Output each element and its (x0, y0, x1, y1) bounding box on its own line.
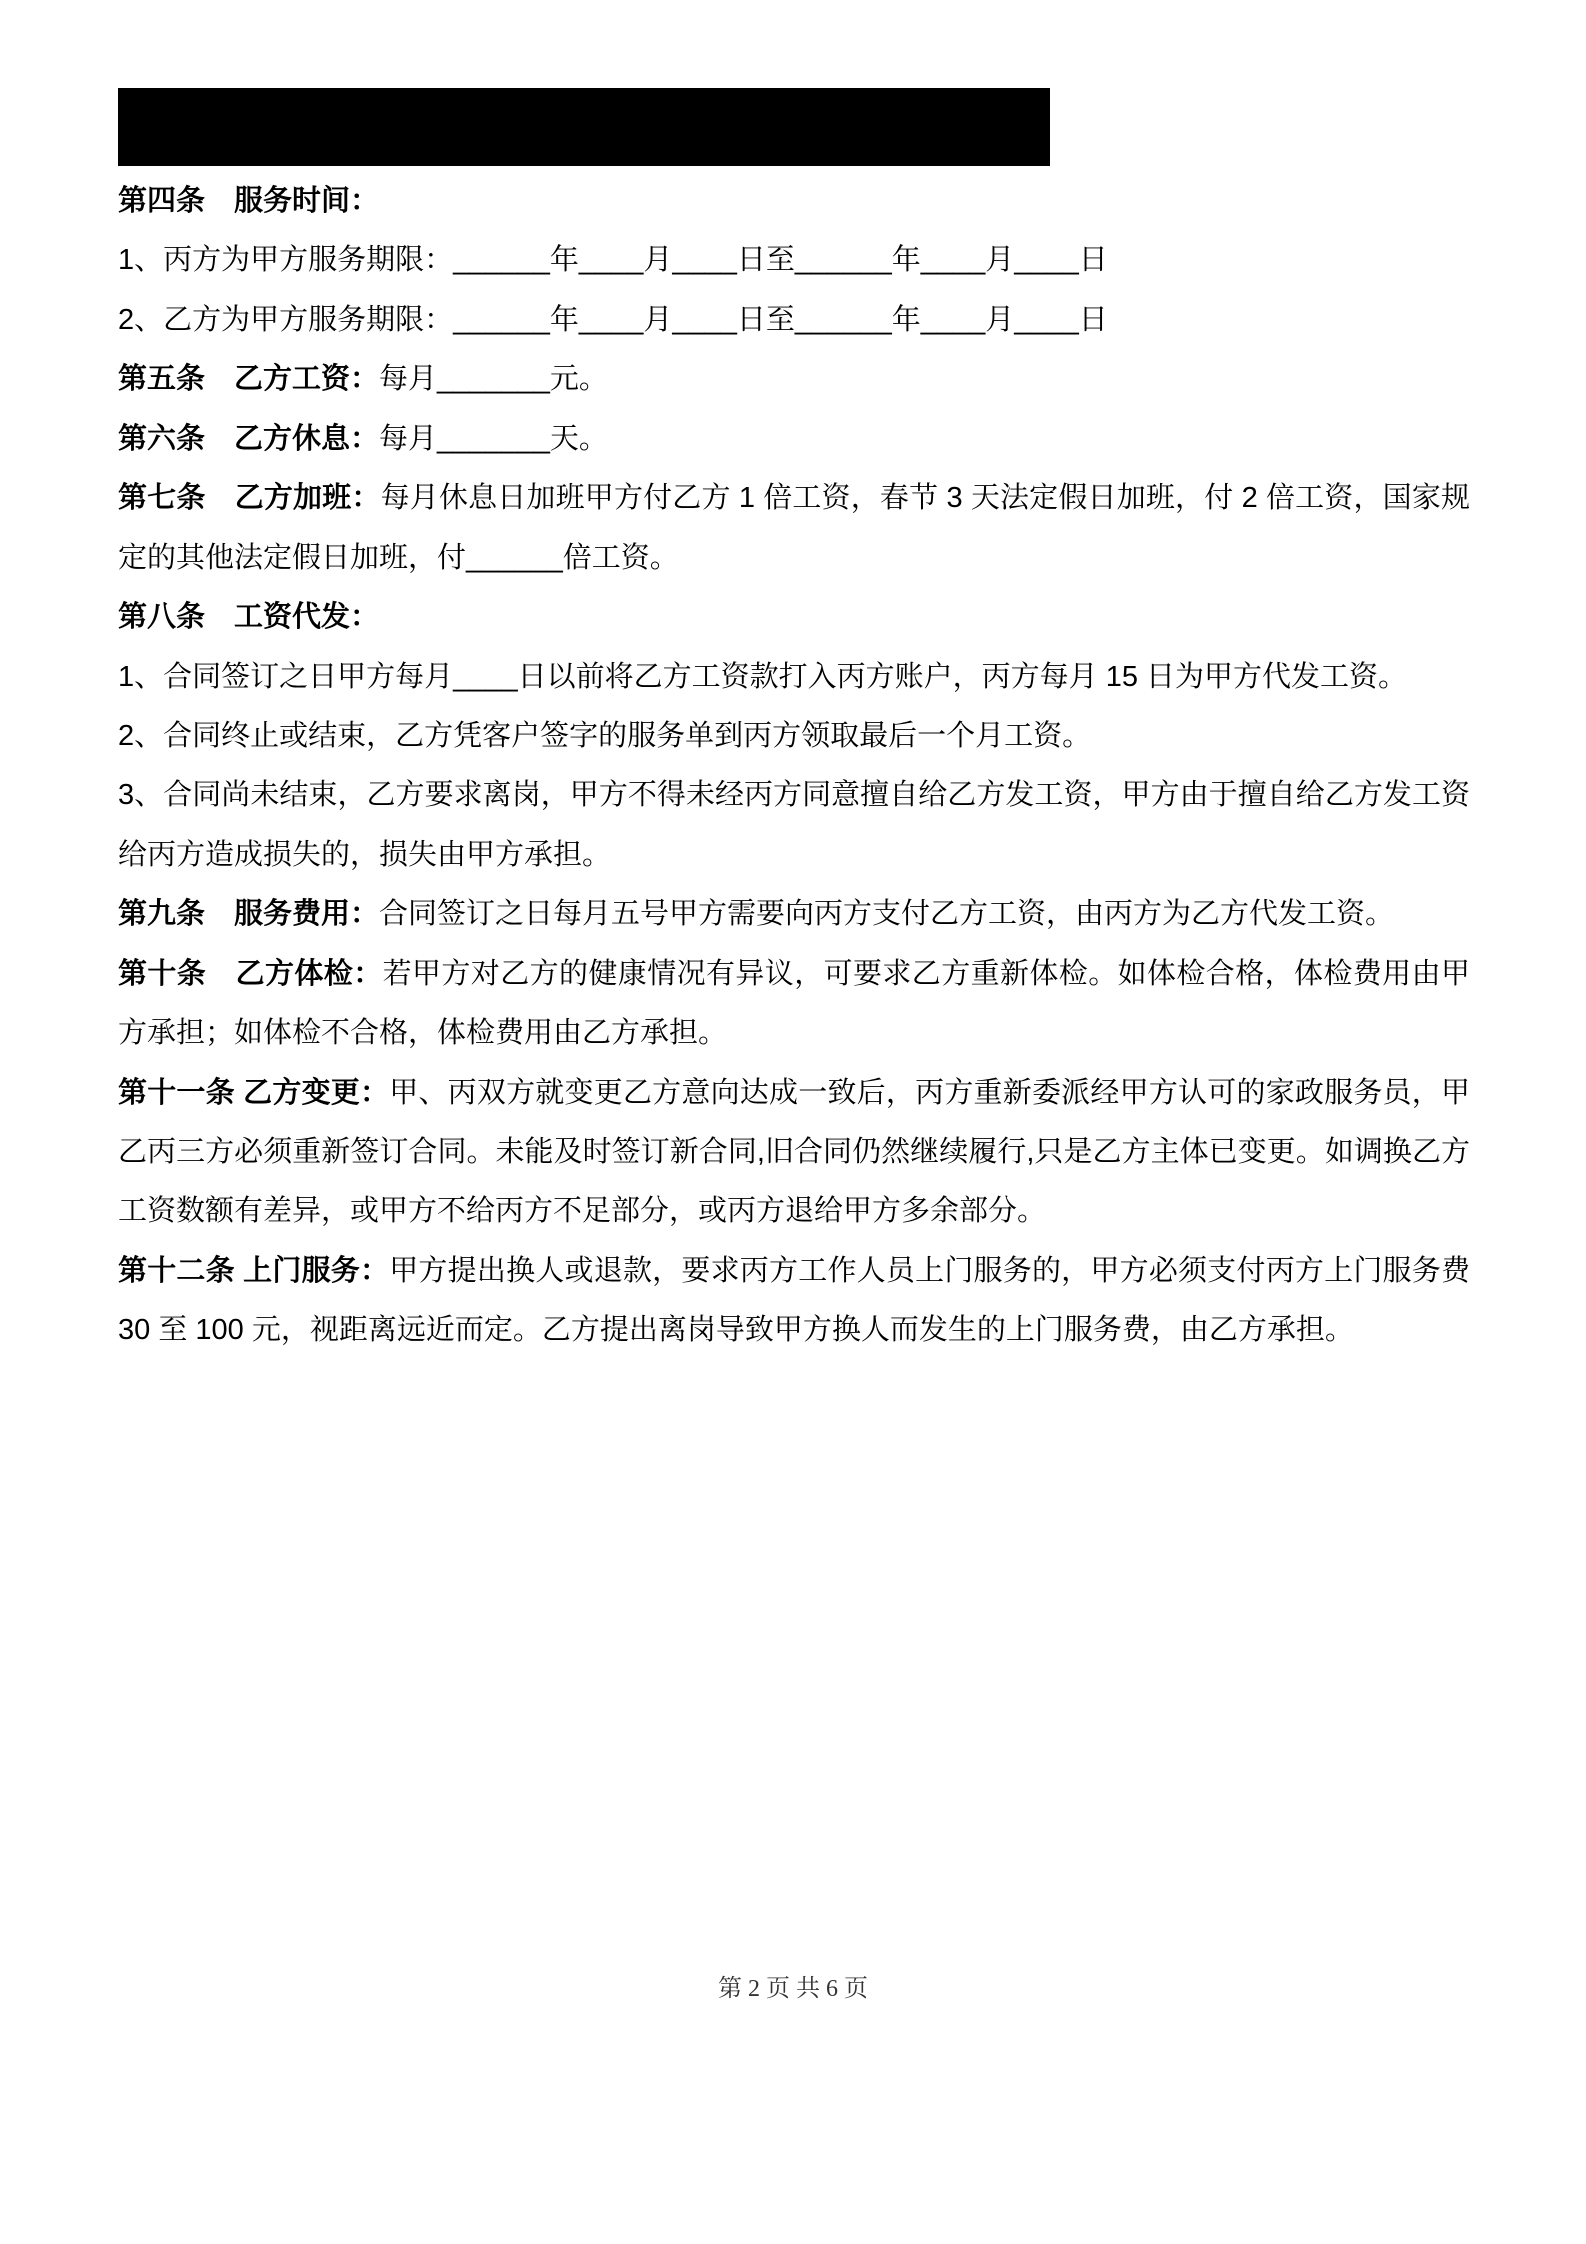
paragraph (118, 350, 1470, 409)
clause-title: 第十条 乙方体检： (118, 957, 383, 990)
paragraph (118, 766, 1470, 885)
paragraph (118, 410, 1470, 469)
paragraph (118, 945, 1470, 1064)
clause-title: 第九条 服务费用： (118, 898, 380, 931)
paragraph (118, 469, 1470, 588)
clause-text: 1、丙方为甲方服务期限：______年____月____日至______年____月____日 (118, 244, 1108, 277)
paragraph (118, 1064, 1470, 1242)
paragraph (118, 172, 1470, 231)
paragraph (118, 1242, 1470, 1361)
clause-text: 每月休息日加班甲方付乙方 1 倍工资，春节 3 天法定假日加班，付 2 倍工资，国家规定的其他法定假日加班，付______倍工资。 (118, 482, 1470, 574)
clause-title: 第四条 服务时间： (118, 185, 380, 217)
clause-text: 甲方提出换人或退款，要求丙方工作人员上门服务的，甲方必须支付丙方上门服务费 30 至 100 元，视距离远近而定。乙方提出离岗导致甲方换人而发生的上门服务费，由乙方承担。 (118, 1254, 1470, 1347)
document-body (118, 172, 1470, 1361)
clause-text: 若甲方对乙方的健康情况有异议，可要求乙方重新体检。如体检合格，体检费用由甲方承担；如体检不合格，体检费用由乙方承担。 (118, 957, 1470, 1050)
paragraph (118, 885, 1470, 944)
clause-text: 1、合同签订之日甲方每月____日以前将乙方工资款打入丙方账户，丙方每月 15 日为甲方代发工资。 (118, 660, 1408, 693)
clause-title: 第五条 乙方工资： (118, 363, 380, 396)
clause-text: 2、合同终止或结束，乙方凭客户签字的服务单到丙方领取最后一个月工资。 (118, 719, 1092, 752)
paragraph (118, 231, 1470, 290)
redacted-header-bar (118, 88, 1050, 166)
clause-text: 每月_______元。 (379, 363, 608, 396)
clause-title: 第十二条 上门服务： (118, 1254, 390, 1287)
clause-title: 第七条 乙方加班： (118, 482, 381, 515)
clause-title: 第六条 乙方休息： (118, 422, 380, 455)
clause-text: 甲、丙双方就变更乙方意向达成一致后，丙方重新委派经甲方认可的家政服务员，甲乙丙三方必须重新签订合同。未能及时签订新合同,旧合同仍然继续履行,只是乙方主体已变更。如调换乙方工资数额有差异，或甲方不给丙方不足部分，或丙方退给甲方多余部分。 (118, 1076, 1470, 1228)
clause-text: 2、乙方为甲方服务期限：______年____月____日至______年____月____日 (118, 303, 1108, 336)
paragraph (118, 588, 1470, 647)
clause-title: 第八条 工资代发： (118, 601, 380, 634)
paragraph (118, 648, 1470, 707)
paragraph (118, 707, 1470, 766)
clause-text: 合同签订之日每月五号甲方需要向丙方支付乙方工资，由丙方为乙方代发工资。 (379, 898, 1395, 931)
clause-text: 每月_______天。 (379, 422, 608, 455)
paragraph (118, 291, 1470, 350)
clause-title: 第十一条 乙方变更： (118, 1076, 390, 1109)
page-footer: 第 2 页 共 6 页 (718, 1976, 868, 2002)
clause-text: 3、合同尚未结束，乙方要求离岗，甲方不得未经丙方同意擅自给乙方发工资，甲方由于擅自给乙方发工资给丙方造成损失的，损失由甲方承担。 (118, 779, 1470, 871)
